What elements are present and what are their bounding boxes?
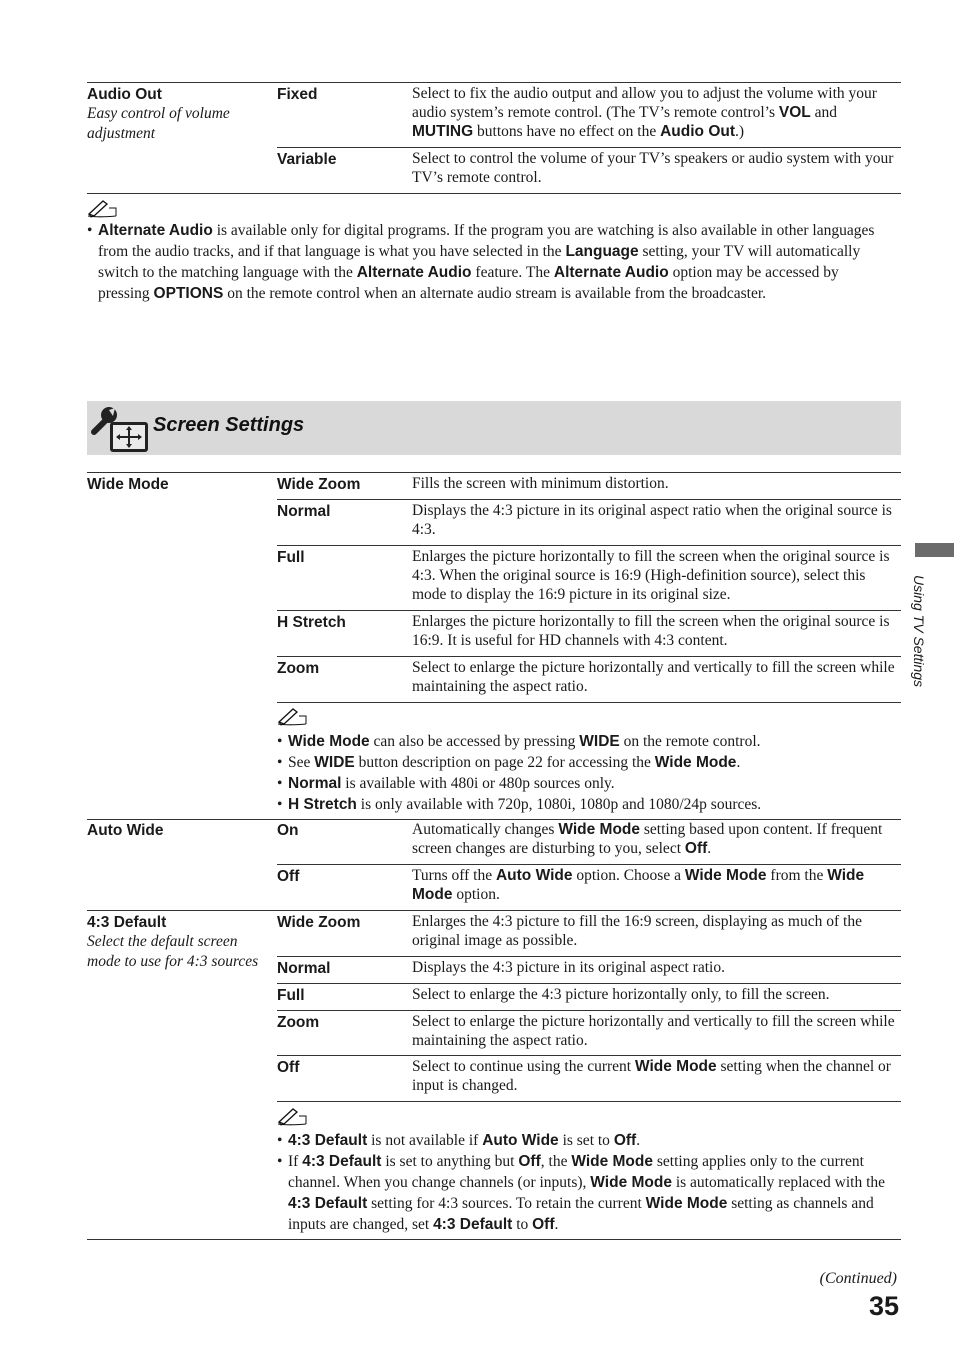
table-bottom-rule: [87, 1239, 901, 1240]
option-desc: Select to enlarge the 4:3 picture horizontally only, to fill the screen.: [412, 986, 830, 1003]
setting-label: 4:3 Default: [87, 914, 167, 931]
note-item: • See WIDE button description on page 22 for accessing the Wide Mode.: [277, 752, 897, 773]
audio-out-label-block: [87, 85, 267, 144]
option-name: Wide Zoom: [277, 914, 361, 931]
option-desc: Select to enlarge the picture horizontally and vertically to fill the screen while maintaining the aspect ratio.: [412, 659, 895, 695]
option-name: H Stretch: [277, 614, 346, 631]
note-pencil-icon: [277, 706, 307, 726]
option-name: Normal: [277, 960, 331, 977]
continued-label: (Continued): [819, 1270, 897, 1287]
note-item: • Wide Mode can also be accessed by pressing WIDE on the remote control.: [277, 731, 897, 752]
option-desc: Select to continue using the current Wide Mode setting when the channel or input is changed.: [412, 1058, 891, 1094]
row-rule: [277, 1010, 901, 1011]
alternate-audio-notes: [87, 220, 892, 304]
row-rule: [277, 147, 901, 148]
option-name: Zoom: [277, 660, 320, 677]
default-43-notes: [277, 1130, 895, 1235]
option-name: Fixed: [277, 86, 318, 103]
section-title: Screen Settings: [153, 414, 305, 436]
wide-mode-notes: [277, 731, 897, 815]
note-item: • H Stretch is only available with 720p, 1080i, 1080p and 1080/24p sources.: [277, 794, 897, 815]
note-item: • 4:3 Default is not available if Auto Wide is set to Off.: [277, 1130, 895, 1151]
row-rule: [277, 1055, 901, 1056]
row-rule: [277, 656, 901, 657]
setting-label: Wide Mode: [87, 476, 169, 493]
option-name: Zoom: [277, 1014, 320, 1031]
option-desc: Turns off the Auto Wide option. Choose a Wide Mode from the Wide Mode option.: [412, 867, 865, 903]
row-rule: [277, 956, 901, 957]
option-desc: Displays the 4:3 picture in its original aspect ratio when the original source is 4:3.: [412, 502, 892, 538]
option-name: Wide Zoom: [277, 476, 361, 493]
table-top-rule: [87, 82, 901, 83]
option-desc: Select to enlarge the picture horizontally and vertically to fill the screen while maintaining the aspect ratio.: [412, 1013, 895, 1049]
wide-mode-label-block: [87, 475, 267, 494]
option-desc: Automatically changes Wide Mode setting based upon content. If frequent screen changes are disturbing to you, select Off.: [412, 821, 883, 857]
row-rule: [277, 983, 901, 984]
side-tab-label: [911, 575, 935, 725]
default-43-label-block: [87, 913, 265, 972]
note-item: • If 4:3 Default is set to anything but Off, the Wide Mode setting applies only to the current channel. When you change channels (or inputs), Wide Mode is automatically replaced with the 4:3 Default setting for 4:3 sources. To retain the current Wide Mode setting as channels and inputs are changed, set 4:3 Default to Off.: [277, 1151, 895, 1235]
option-name: Full: [277, 987, 305, 1004]
option-desc: Displays the 4:3 picture in its original aspect ratio.: [412, 959, 725, 976]
setting-label: Auto Wide: [87, 822, 164, 839]
option-name: Variable: [277, 151, 337, 168]
row-rule: [277, 499, 901, 500]
setting-label: Audio Out: [87, 86, 162, 103]
option-name: Off: [277, 868, 300, 885]
wrench-screen-icon: [90, 404, 150, 454]
setting-sublabel: Select the default screen mode to use for 4:3 sources: [87, 933, 259, 970]
option-desc: Enlarges the 4:3 picture to fill the 16:9 screen, displaying as much of the original image as possible.: [412, 913, 862, 949]
option-desc: Enlarges the picture horizontally to fill the screen when the original source is 16:9. It is useful for HD channels with 4:3 content.: [412, 613, 890, 649]
setting-sublabel: Easy control of volume adjustment: [87, 105, 230, 142]
auto-wide-label-block: [87, 821, 267, 840]
row-rule: [277, 610, 901, 611]
table-row-rule: [87, 910, 901, 911]
side-tab-text: Using TV Settings: [911, 575, 927, 688]
row-rule: [277, 1101, 901, 1102]
note-pencil-icon: [277, 1106, 307, 1126]
option-desc: Enlarges the picture horizontally to fill the screen when the original source is 4:3. When the original source is 16:9 (High-definition source), select this mode to display the 16:9 picture in its original size.: [412, 548, 890, 603]
side-tab-marker: [915, 543, 954, 557]
option-name: Full: [277, 549, 305, 566]
option-desc: Select to control the volume of your TV’s speakers or audio system with your TV’s remote control.: [412, 150, 894, 186]
option-desc: Select to fix the audio output and allow you to adjust the volume with your audio system’s remote control. (The TV’s remote control’s VOL and MUTING buttons have no effect on the Audio Out.): [412, 85, 877, 140]
note-item: • Alternate Audio is available only for digital programs. If the program you are watching is also available in other languages from the audio tracks, and if that language is what you have selected in the Language setting, your TV will automatically switch to the matching language with the Alternate Audio feature. The Alternate Audio option may be accessed by pressing OPTIONS on the remote control when an alternate audio stream is available from the broadcaster.: [87, 220, 892, 304]
page-number: 35: [868, 1291, 899, 1321]
table-row-rule: [87, 819, 901, 820]
option-name: On: [277, 822, 299, 839]
note-item: • Normal is available with 480i or 480p sources only.: [277, 773, 897, 794]
row-rule: [277, 864, 901, 865]
option-name: Off: [277, 1059, 300, 1076]
option-desc: Fills the screen with minimum distortion.: [412, 475, 669, 492]
row-rule: [277, 545, 901, 546]
table-top-rule: [87, 472, 901, 473]
row-rule: [277, 702, 901, 703]
table-bottom-rule: [87, 193, 901, 194]
option-name: Normal: [277, 503, 331, 520]
note-pencil-icon: [87, 198, 117, 218]
